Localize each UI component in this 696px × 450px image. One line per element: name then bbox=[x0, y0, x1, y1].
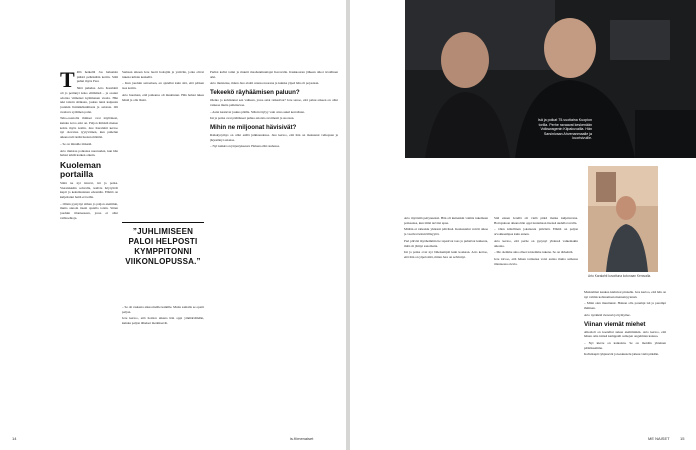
paragraph: Alkoholi on koetellut sukua aiemminkin. Arto kertoo, että hänen oma isänsä kamppaili samojen ongelmien kanssa. bbox=[584, 329, 666, 339]
paragraph: – Nyt kierre on katkaistu. Se on meidän yhteinen päätöksemme. bbox=[584, 340, 666, 350]
photo-caption: Isä ja poikat 75-vuotiaina Kuopion torilla. Perhe ravaavat keskenään Volkswagenin Kiipakuvailla. Hän Sarsinivaan Ahvenanmaalle ja kuorisivuille. bbox=[538, 118, 592, 141]
section-heading-viinan: Viinan viemät miehet bbox=[584, 320, 646, 328]
section-heading-kuoleman-portailla: Kuoleman portailla bbox=[60, 159, 102, 179]
magazine-name: ME NAISET bbox=[648, 436, 670, 441]
left-column-1 bbox=[60, 70, 118, 430]
paragraph: Jere kertoo, että hoidon aikana hän oppi ymmärtämään, kuinka paljon läheiset merkitsevät. bbox=[122, 316, 204, 326]
paragraph: Isä ja poika ovat nyt läheisempiä kuin koskaan. Arto kertoo, että hän on ylpeä siitä, miten Jere on selvinnyt. bbox=[404, 250, 488, 259]
right-column-1 bbox=[404, 216, 488, 430]
footer-url: is.fi/menaiset bbox=[290, 436, 314, 441]
paragraph: Muistelmat kaukaa kiehuvat pinnalle. Jere kertoo, että hän on nyt valmis kohtaamaan menneisyytensä. bbox=[584, 290, 666, 299]
pull-quote: ”JUHLIMISEEN PALOI HELPOSTI KYMPPITONNI VIIKONLOPUSSA.” bbox=[122, 222, 204, 267]
paragraph: Pariisi kahvi taitui ja muutti maahanmuuttajat Keravalle. Kiekkouran jälkeen alkoi tavallinen arki. bbox=[210, 70, 338, 79]
paragraph: Pari päivää myöhemmin he tapasivat taas ja puhuivat kaikesta, mitä oli jäänyt sanomatta. bbox=[404, 238, 488, 248]
paragraph: – Minä olen muuttunut. Haluan olla parempi isä ja parempi ihminen. bbox=[584, 301, 666, 311]
intro-paragraph: Tällä hetkellä Jos haluaisin päästä pelkästään kotiin. Siitä puhui myös Pasi. bbox=[60, 70, 118, 92]
paragraph: Arto muistaa poikansa nuoruuden, kun hän halusi tehdä kaiken oikein. bbox=[60, 148, 118, 158]
paragraph: – Se oli raskasta aikaa meille kaikille. Mutta samalla se opetti paljon. bbox=[122, 305, 204, 314]
paragraph: Samaan aikaan Jere luotti hoitajiin ja ystäviin, jotka olivat tukena kriisin keskellä. bbox=[122, 70, 204, 79]
paragraph: – Se on minulle tärkeää. bbox=[60, 141, 92, 146]
section-heading-miljoonat: Mihin ne miljoonat hävisivät? bbox=[210, 123, 297, 131]
left-column-2-top bbox=[122, 70, 204, 216]
photo2-illustration bbox=[588, 166, 658, 272]
paragraph: Arto muistelee, miten Jere aloitti uransa nuorena ja kuinka ylpeä hän oli pojastaan. bbox=[210, 81, 320, 86]
paragraph: – Olisin pystynyt siihen jo paljon aiemmin, mutta annoin itseni ajatella toisin. Sitten jouduin tilanteeseen, jossa ei ollut vaihtoehtoja. bbox=[60, 201, 118, 220]
paragraph: – Nyt kaikki on järjestyksessä. Haluan elää rauhassa. bbox=[210, 144, 280, 149]
paragraph: Arto huomasi, että poikansa oli muuttunut. Hän halusi tukea häntä ja olla läsnä. bbox=[122, 92, 204, 102]
right-column-2 bbox=[494, 216, 578, 430]
paragraph: Rahakysymys on ollut esillä julkisuudessa. Jere kertoo, että hän on maksanut velkojaan ja järjestänyt asiansa. bbox=[210, 132, 338, 142]
section-heading-rayhaamisen: Tekeekö räyhäämisen paluun? bbox=[210, 89, 300, 97]
paragraph: – Olen kiitollinen jokaisesta päivästä. Elämä on paljon arvokkaampaa kuin ennen. bbox=[494, 227, 578, 237]
photo2-caption: Arto Karalahti kuvattuna kotonaan Keravalla. bbox=[588, 274, 652, 278]
paragraph: Isä ja poika ovat päättäneet puhua asioista avoimesti ja suoraan. bbox=[210, 116, 295, 121]
left-column-3 bbox=[210, 70, 338, 430]
paragraph: Kahvikupit tyhjenevät ja keskustelu jatkuu vielä pitkään. bbox=[584, 352, 659, 357]
paragraph: – Kun jouduin sairaalaan, en ajatellut kuin sitä, että pääsen taas kotiin. bbox=[122, 81, 204, 91]
page-number-right: 15 bbox=[680, 436, 685, 441]
second-photo bbox=[588, 166, 658, 272]
right-column-3 bbox=[584, 290, 666, 430]
pull-quote-rule bbox=[122, 222, 204, 223]
paragraph: Arto kertoo, että perhe on pysynyt yhdessä vaikeinakin aikoina. bbox=[494, 238, 578, 248]
paragraph: – Asiat kaatuvat joskus päälle. Silloin täytyy vain ottaa askel kerrallaan. bbox=[210, 109, 305, 114]
paragraph: Arto nyökkää vieressä ja hymyilee. bbox=[584, 312, 631, 317]
paragraph: Mitään ei ratkaistu yhdessä päivässä. Keskustelut veivät aikaa ja vaativat kärsivällisyyttä. bbox=[404, 227, 488, 237]
paragraph: Teho-osastolla ihmiset ovat näyttäneet, kuinka kova arki on. Paljon ihmisiä menee kohta myös kotiin. Jere Karalahti kertoo nyt olevansa tyytyväinen, kun puhelun aikana tuli tietää huolen määrää. bbox=[60, 116, 118, 140]
paragraph: Arto myöntää pettyneensä. Hän oli kuitenkin valmis tukemaan poikaansa, kun tämä tarvitsi apua. bbox=[404, 216, 488, 225]
left-page bbox=[0, 0, 346, 450]
paragraph: Oletko jo kohdannut sen vaiheen, jossa asiat ratkesivat? Jere sanoo, että paluu arkeen on ollut vaikeaa mutta palkitsevaa. bbox=[210, 98, 338, 107]
left-column-2-bottom bbox=[122, 305, 204, 430]
dropcap: T bbox=[60, 70, 75, 92]
paragraph: Sitä ennen Jerellä oli vielä pitkä matka kuljettavana. Hoitojakson aikana hän oppi tuntemaan itsensä uudella tavalla. bbox=[494, 216, 578, 225]
paragraph: Jere toivoo, että hänen tarinansa voisi auttaa muita samassa tilanteessa olevia. bbox=[494, 256, 578, 266]
page-number-left: 14 bbox=[12, 436, 17, 441]
paragraph: – Me olemme aina olleet toistemme tukena. Se on tärkeintä. bbox=[494, 250, 574, 255]
paragraph: Siitä puhelua Arto Karalahti oli jo perinnyt koko elämänsä – ja osanut odottaa viimeiset kymmenen vuotta. Hän teki taitoin sitäkaan, joskus tunsi kaipuuta jostakin lisänäkökulmasta ja asioista. Oli avattava sydämen polut. bbox=[60, 86, 118, 114]
paragraph: Siinä ne nyt istuvat, isä ja poika. Viereiskkäin sohvalla, kahvia höyryävät kupit ja keksilautanen edessään. Elämä on kuljettanut heitä eri teille. bbox=[60, 180, 118, 200]
